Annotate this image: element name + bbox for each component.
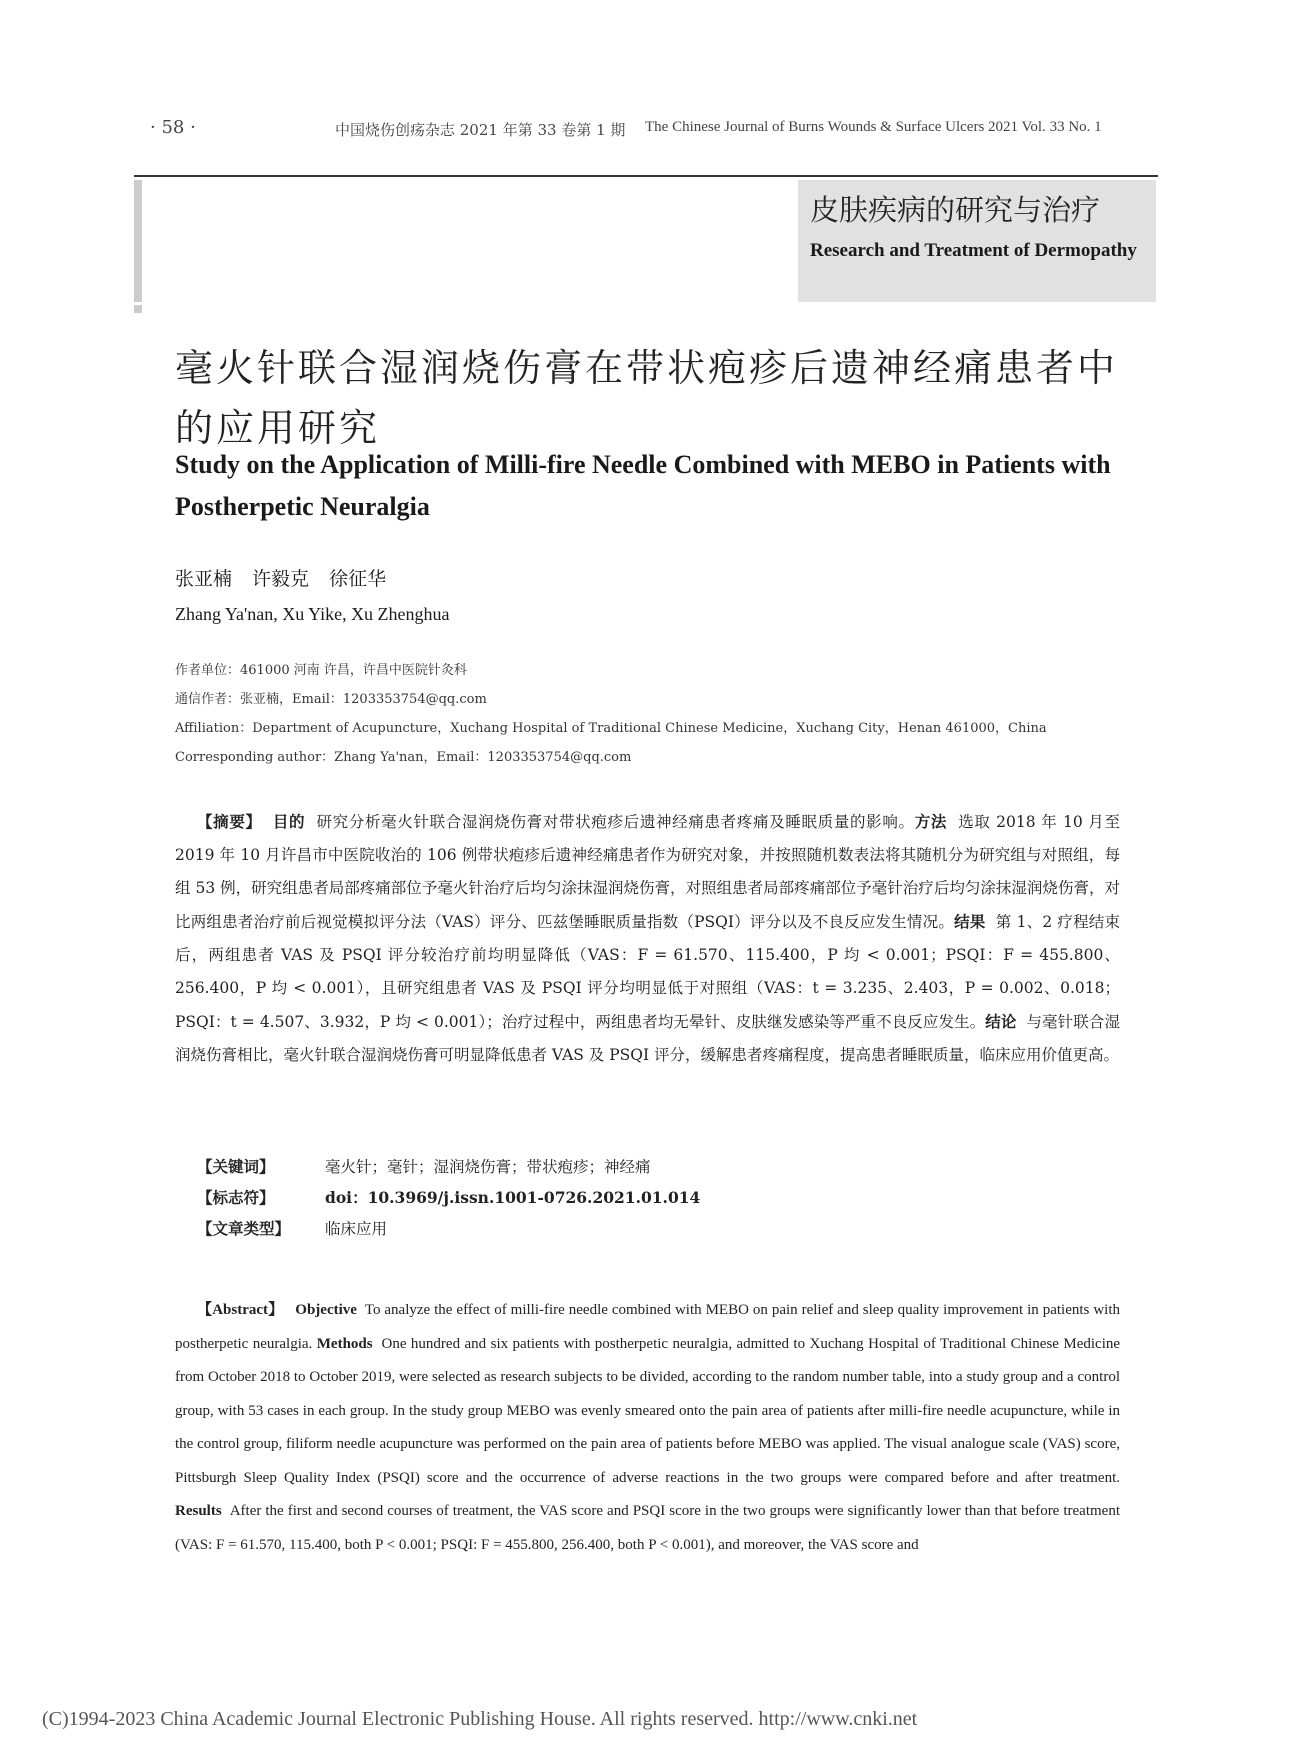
page-number: · 58 · — [150, 117, 196, 138]
doi-label: 【标志符】 — [197, 1188, 275, 1207]
abstract-en-methods-label: Methods — [316, 1335, 373, 1352]
journal-header-cn: 中国烧伤创疡杂志 2021 年第 33 卷第 1 期 — [335, 121, 626, 139]
section-side-bar — [134, 180, 142, 302]
affiliation-cn: 作者单位：461000 河南 许昌，许昌中医院针灸科 — [175, 663, 467, 678]
abstract-en-methods-text: One hundred and six patients with postherpetic neuralgia, admitted to Xuchang Hospital of Traditional Chinese Medicine from October 2018 to October 2019, were selected as research subjects to be divided, according to the random number table, into a study group and a control group, with 53 cases in each group. In the study group MEBO was evenly smeared onto the pain area of patients after milli-fire needle acupuncture, while in the control group, filiform needle acupuncture was performed on the pain area of patients before MEBO was applied. The visual analogue scale (VAS) score, Pittsburgh Sleep Quality Index (PSQI) score and the occurrence of adverse reactions in the two groups were compared before and after treatment. — [175, 1335, 1121, 1486]
keywords-line — [197, 1155, 651, 1177]
authors-cn: 张亚楠 许毅克 徐征华 — [175, 568, 387, 590]
section-title-en: Research and Treatment of Dermopathy — [810, 240, 1137, 261]
affiliation-en: Affiliation：Department of Acupuncture，Xuchang Hospital of Traditional Chinese Medicine，Xuchang City，Henan 461000，China — [175, 721, 1047, 736]
abstract-cn-results-text: 第 1、2 疗程结束后，两组患者 VAS 及 PSQI 评分较治疗前均明显降低（VAS：F = 61.570、115.400，P 均 < 0.001；PSQI：F = 455.800、256.400，P 均 < 0.001），且研究组患者 VAS 及 PSQI 评分均明显低于对照组（VAS：t = 3.235、2.403，P = 0.002、0.018；PSQI：t = 4.507、3.932，P 均 < 0.001）；治疗过程中，两组患者均无晕针、皮肤继发感染等严重不良反应发生。 — [175, 913, 1120, 1031]
abstract-en-objective-text: To analyze the effect of milli-fire needle combined with MEBO on pain relief and sleep quality improvement in patients with postherpetic neuralgia. — [175, 1302, 1120, 1352]
abstract-cn-conclusion-text: 与毫针联合湿润烧伤膏相比，毫火针联合湿润烧伤膏可明显降低患者 VAS 及 PSQI 评分，缓解患者疼痛程度，提高患者睡眠质量，临床应用价值更高。 — [175, 1013, 1120, 1064]
corresponding-author-en: Corresponding author：Zhang Ya'nan，Email：1203353754@qq.com — [175, 750, 632, 765]
doi-text: doi：10.3969/j.issn.1001-0726.2021.01.014 — [325, 1188, 701, 1207]
journal-header-en: The Chinese Journal of Burns Wounds & Surface Ulcers 2021 Vol. 33 No. 1 — [645, 119, 1102, 135]
section-title-cn: 皮肤疾病的研究与治疗 — [810, 193, 1101, 227]
article-type-line — [197, 1217, 387, 1239]
abstract-en-label: 【Abstract】 — [197, 1302, 284, 1318]
abstract-en-results-text: After the first and second courses of treatment, the VAS score and PSQI score in the two groups were significantly lower than that before treatment (VAS: F = 61.570, 115.400, both P < 0.001; PSQI: F = 455.800, 256.400, both P < 0.001), and moreover, the VAS score and — [175, 1503, 1121, 1553]
abstract-cn-results-label: 结果 — [954, 912, 986, 931]
abstract-en-results-label: Results — [175, 1503, 222, 1519]
article-type-text: 临床应用 — [325, 1220, 388, 1238]
article-title-en: Study on the Application of Milli-fire Needle Combined with MEBO in Patients with Postherpetic Neuralgia — [175, 450, 1111, 521]
abstract-cn-objective-label: 目的 — [272, 812, 306, 831]
keywords-label: 【关键词】 — [197, 1157, 275, 1176]
abstract-en-objective-label: Objective — [295, 1302, 357, 1318]
article-title-cn: 毫火针联合湿润烧伤膏在带状疱疹后遗神经痛患者中的应用研究 — [175, 346, 1119, 450]
corresponding-author-cn: 通信作者：张亚楠，Email：1203353754@qq.com — [175, 692, 487, 707]
keywords-text: 毫火针；毫针；湿润烧伤膏；带状疱疹；神经痛 — [325, 1158, 651, 1176]
abstract-cn — [175, 805, 1120, 1072]
abstract-cn-methods-label: 方法 — [914, 812, 948, 831]
abstract-cn-conclusion-label: 结论 — [985, 1012, 1017, 1031]
abstract-cn-objective-text: 研究分析毫火针联合湿润烧伤膏对带状疱疹后遗神经痛患者疼痛及睡眠质量的影响。 — [316, 813, 915, 831]
abstract-en — [175, 1294, 1120, 1562]
article-type-label: 【文章类型】 — [197, 1219, 291, 1238]
section-side-marker — [134, 305, 142, 313]
abstract-cn-label: 【摘要】 — [197, 812, 262, 831]
copyright-footer: (C)1994-2023 China Academic Journal Electronic Publishing House. All rights reserved. http://www.cnki.net — [42, 1708, 918, 1730]
doi-line — [197, 1186, 700, 1208]
authors-en: Zhang Ya'nan, Xu Yike, Xu Zhenghua — [175, 604, 450, 624]
header-rule — [134, 175, 1158, 177]
abstract-cn-methods-text: 选取 2018 年 10 月至 2019 年 10 月许昌市中医院收治的 106 例带状疱疹后遗神经痛患者作为研究对象，并按照随机数表法将其随机分为研究组与对照组，每组 53 例，研究组患者局部疼痛部位予毫火针治疗后均匀涂抹湿润烧伤膏，对照组患者局部疼痛部位予毫针治疗后均匀涂抹湿润烧伤膏，对比两组患者治疗前后视觉模拟评分法（VAS）评分、匹兹堡睡眠质量指数（PSQI）评分以及不良反应发生情况。 — [175, 813, 1120, 931]
